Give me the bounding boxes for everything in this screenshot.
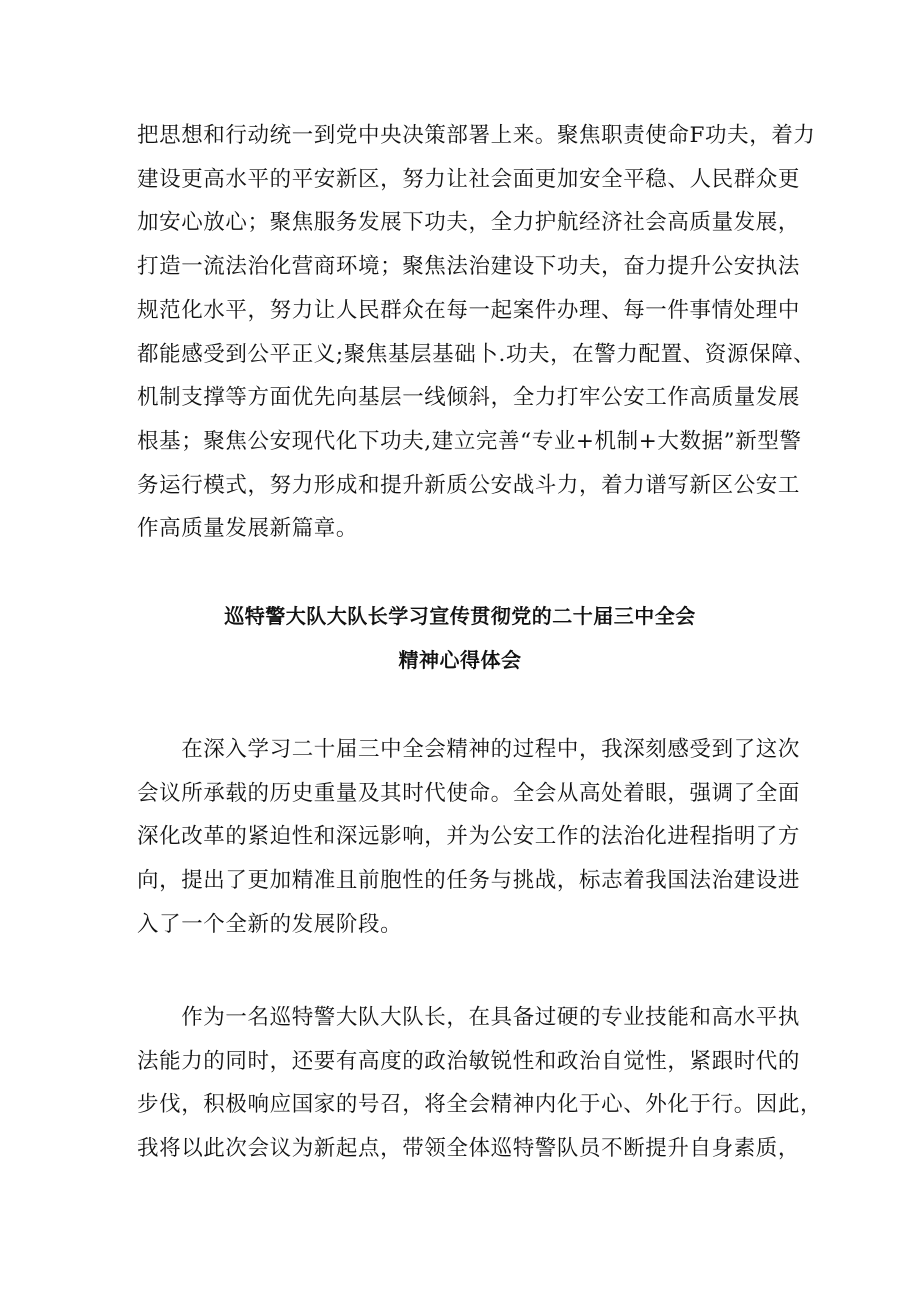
paragraph-line: 向，提出了更加精准且前胞性的任务与挑战，标志着我国法治建设进 [137, 868, 801, 894]
paragraph-line: 会议所承载的历史重量及其时代使命。全会从高处着眼，强调了全面 [137, 780, 801, 806]
paragraph-line: 务运行模式，努力形成和提升新质公安战斗力，着力谱写新区公安工 [137, 472, 801, 498]
paragraph-line: 作为一名巡特警大队大队长，在具备过硬的专业技能和高水平执 [137, 1005, 801, 1030]
paragraph-line: 入了一个全新的发展阶段。 [137, 911, 403, 937]
paragraph-line: 把思想和行动统一到党中央决策部署上来。聚焦职责使命F功夫，着力 [137, 123, 816, 148]
paragraph-line: 步伐，积极响应国家的号召，将全会精神内化于心、外化于行。因此， [137, 1092, 823, 1118]
paragraph-intro [137, 728, 801, 947]
title-line-2: 精神心得体会 [398, 648, 522, 672]
paragraph-line: 建设更高水平的平安新区，努力让社会面更加安全平稳、人民群众更 [137, 166, 801, 192]
paragraph-line: 都能感受到公平正义;聚焦基层基础卜.功夫，在警力配置、资源保障、 [137, 341, 816, 367]
paragraph-line: 规范化水平，努力让人民群众在每一起案件办理、每一件事情处理中 [137, 297, 801, 323]
paragraph-line: 作高质量发展新篇章。 [137, 516, 359, 542]
paragraph-line: 根基；聚焦公安现代化下功夫,建立完善“专业+机制+大数据”新型警 [137, 428, 802, 454]
paragraph-body [137, 996, 823, 1171]
article-title [0, 594, 920, 682]
paragraph-line: 我将以此次会议为新起点，带领全体巡特警队员不断提升自身素质， [137, 1136, 801, 1162]
paragraph-continuation [137, 114, 816, 551]
paragraph-line: 打造一流法治化营商环境；聚焦法治建设下功夫，奋力提升公安执法 [137, 254, 801, 280]
paragraph-line: 机制支撑等方面优先向基层一线倾斜，全力打牢公安工作高质量发展 [137, 385, 801, 411]
title-line-1: 巡特警大队大队长学习宣传贯彻党的二十届三中全会 [224, 604, 696, 628]
paragraph-line: 加安心放心；聚焦服务发展下功夫，全力护航经济社会高质量发展， [137, 210, 801, 236]
paragraph-line: 在深入学习二十届三中全会精神的过程中，我深刻感受到了这次 [137, 737, 801, 762]
paragraph-line: 深化改革的紧迫性和深远影响，并为公安工作的法治化进程指明了方 [137, 824, 801, 850]
paragraph-line: 法能力的同时，还要有高度的政治敏锐性和政治自觉性，紧跟时代的 [137, 1048, 801, 1074]
